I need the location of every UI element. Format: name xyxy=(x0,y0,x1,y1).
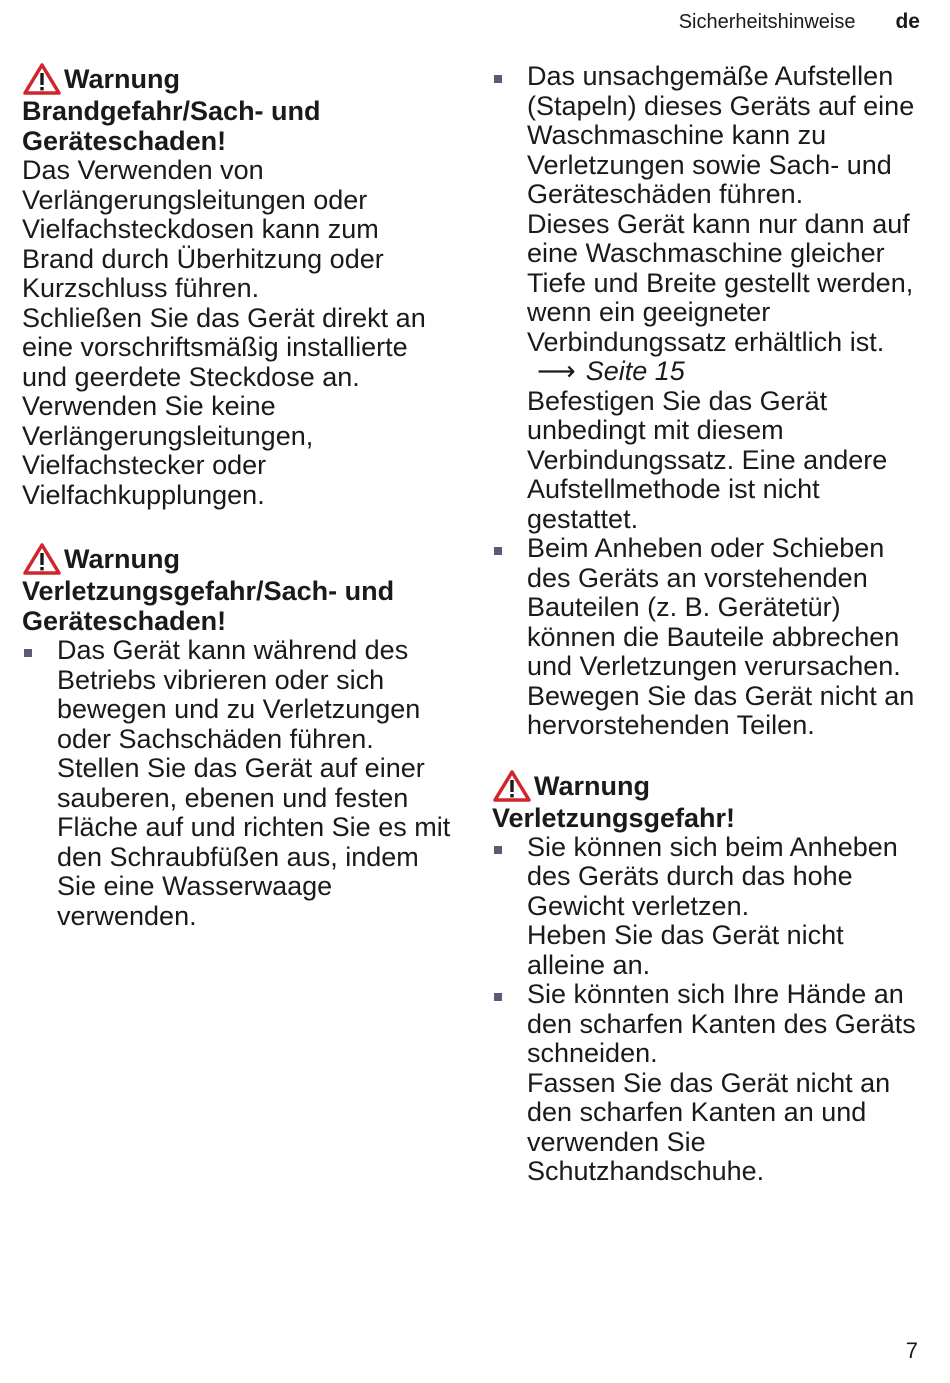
language-code: de xyxy=(895,10,920,33)
list-item-text: Dieses Gerät kann nur dann auf eine Waschmaschine gleicher Tiefe und Breite gestellt werden, wenn ein geeigneter Verbindungssatz erhältlich ist.⟶ Seite 15 xyxy=(527,208,914,386)
list-item xyxy=(492,62,922,534)
list-item xyxy=(492,534,922,741)
bullet-square-icon xyxy=(494,993,502,1001)
bullet-square-icon xyxy=(494,846,502,854)
page-number: 7 xyxy=(905,1338,918,1363)
list-item-text: Das unsachgemäße Aufstellen (Stapeln) dieses Geräts auf eine Waschmaschine kann zu Verletzungen sowie Sach- und Geräteschäden führen. xyxy=(527,61,915,209)
warning-fire xyxy=(22,62,452,510)
warning-injury-damage xyxy=(22,542,452,931)
list-item-text: Fassen Sie das Gerät nicht an den scharfen Kanten an und verwenden Sie Schutzhandschuhe. xyxy=(527,1067,891,1186)
warning-list xyxy=(22,636,452,931)
list-item-text: Befestigen Sie das Gerät unbedingt mit diesem Verbindungssatz. Eine andere Aufstellmethode ist nicht gestattet. xyxy=(527,385,888,534)
warning-paragraph: Das Verwenden von Verlängerungsleitungen oder Vielfachsteckdosen kann zum Brand durch Überhitzung oder Kurzschluss führen. xyxy=(22,155,384,303)
warning-triangle-icon xyxy=(492,769,532,803)
warning-subtitle: Verletzungsgefahr! xyxy=(492,802,736,833)
list-item xyxy=(492,980,922,1187)
arrow-right-icon: ⟶ xyxy=(537,356,576,386)
warning-heading xyxy=(22,542,452,636)
warning-triangle-icon xyxy=(22,62,62,96)
right-column xyxy=(492,62,922,1191)
list-item-text: Sie könnten sich Ihre Hände an den scharfen Kanten des Geräts schneiden. xyxy=(527,979,916,1068)
list-item-text: Stellen Sie das Gerät auf einer sauberen, ebenen und festen Fläche auf und richten Sie es mit den Schraubfüßen aus, indem Sie eine Wasserwaage verwenden. xyxy=(57,753,451,931)
warning-heading xyxy=(22,62,452,156)
warning-paragraph: Schließen Sie das Gerät direkt an eine vorschriftsmäßig installierte und geerdete Steckdose an. Verwenden Sie keine Verlängerungsleitungen, Vielfachstecker oder Vielfachkupplungen. xyxy=(22,302,426,510)
warning-injury xyxy=(492,769,922,1187)
warning-subtitle: Brandgefahr/Sach- und Geräteschaden! xyxy=(22,96,321,156)
bullet-square-icon xyxy=(24,649,32,657)
continued-list xyxy=(492,62,922,741)
list-item-text: Heben Sie das Gerät nicht alleine an. xyxy=(527,920,844,980)
list-item-text: Beim Anheben oder Schieben des Geräts an vorstehenden Bauteilen (z. B. Gerätetür) können die Bauteile abbrechen und Verletzungen verursachen. xyxy=(527,533,901,681)
warning-label: Warnung xyxy=(64,544,180,574)
warning-subtitle: Verletzungsgefahr/Sach- und Geräteschaden! xyxy=(22,576,395,636)
list-item-text: Das Gerät kann während des Betriebs vibrieren oder sich bewegen und zu Verletzungen oder Sachschäden führen. xyxy=(57,635,421,754)
list-item xyxy=(22,636,452,931)
section-title: Sicherheitshinweise xyxy=(678,10,856,33)
bullet-square-icon xyxy=(494,547,502,555)
warning-heading xyxy=(492,769,922,833)
warning-triangle-icon xyxy=(22,542,62,576)
warning-label: Warnung xyxy=(534,770,650,801)
list-item-text: Bewegen Sie das Gerät nicht an hervorstehenden Teilen. xyxy=(527,680,915,740)
bullet-square-icon xyxy=(494,75,502,83)
list-item-text: Sie können sich beim Anheben des Geräts durch das hohe Gewicht verletzen. xyxy=(527,831,898,921)
page-header xyxy=(679,8,920,36)
warning-list xyxy=(492,833,922,1187)
left-column xyxy=(22,62,452,935)
warning-label: Warnung xyxy=(64,64,180,94)
list-item xyxy=(492,833,922,981)
page-reference-link[interactable]: Seite 15 xyxy=(585,356,685,386)
